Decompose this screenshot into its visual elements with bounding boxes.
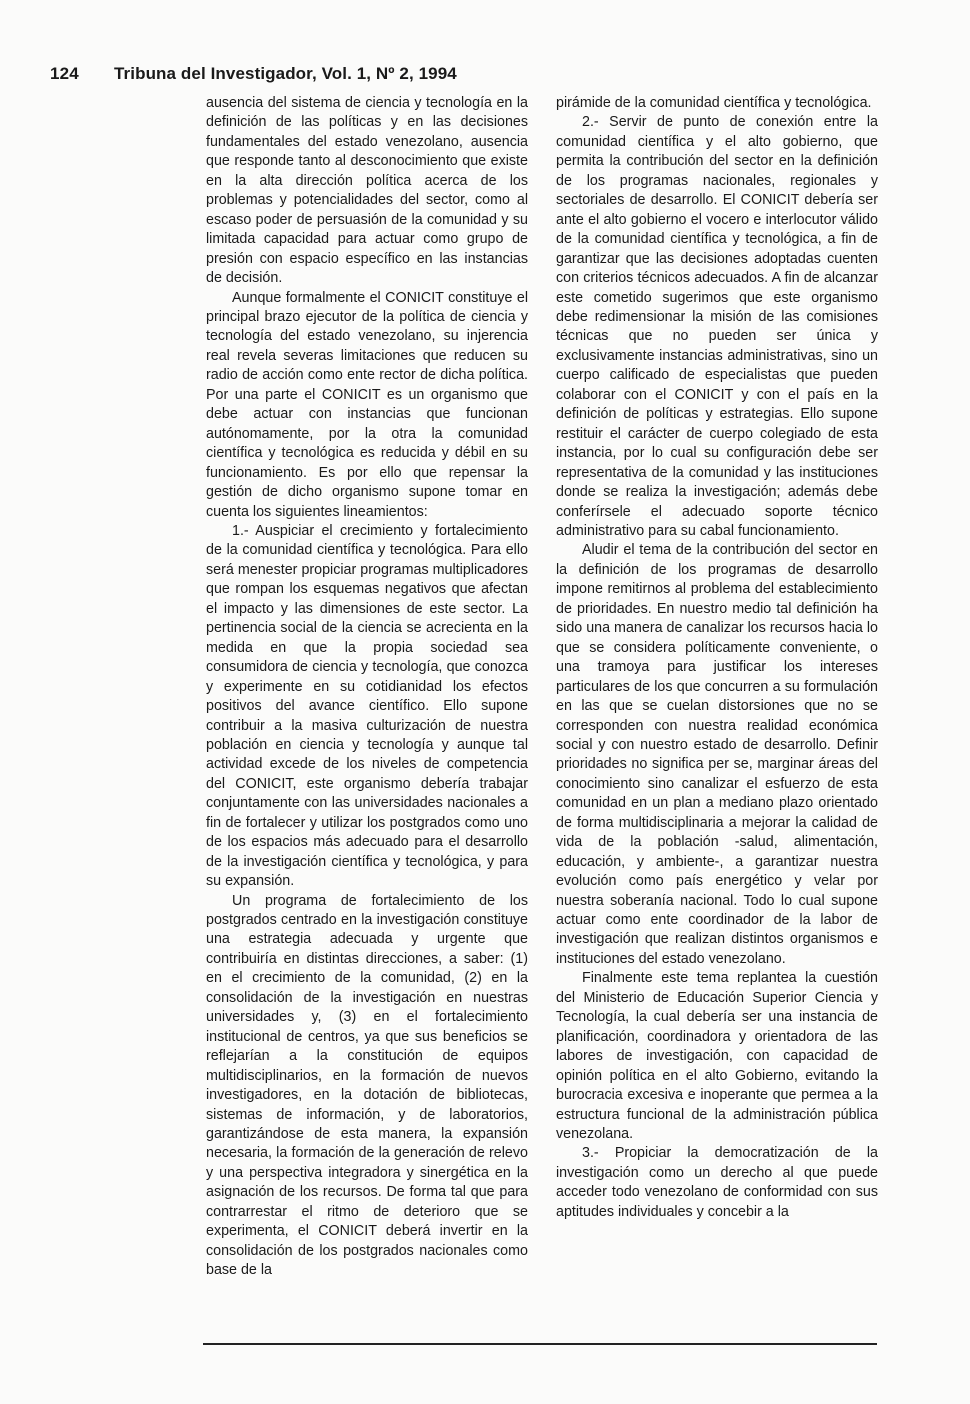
footer-rule (203, 1343, 877, 1345)
page-number: 124 (50, 64, 79, 83)
left-paragraph-1: ausencia del sistema de ciencia y tecnología en la definición de las políticas y en las decisiones fundamentales del estado venezolano, ausencia que responde tanto al desconocimiento que existe en la alta dirección política acerca de los problemas y potencialidades del sector, como al escaso poder de persuasión de la comunidad y su limitada capacidad para actuar como grupo de presión con espacio específico en las instancias de decisión. (206, 95, 528, 287)
left-paragraph-3: 1.- Auspiciar el crecimiento y fortalecimiento de la comunidad científica y tecnológica. Para ello será menester propiciar programas multiplicadores que rompan los esquemas negativos que afectan el impacto y las dimensiones de este sector. La pertinencia social de la ciencia se acrecienta en la medida en que la propia sociedad sea consumidora de ciencia y tecnología, que conozca y experimente en su cotidianidad los efectos positivos del avance científico. Ello supone contribuir a la masiva culturización de nuestra población en ciencia y tecnología y aunque tal actividad excede de los niveles de competencia del CONICIT, este organismo debería trabajar conjuntamente con las universidades nacionales a fin de fortalecer y utilizar los postgrados como uno de los espacios más adecuado para el desarrollo de la investigación científica y tecnológica, y para su expansión. (206, 522, 528, 890)
left-column (206, 94, 528, 1281)
right-paragraph-4: Finalmente este tema replantea la cuestión del Ministerio de Educación Superior Ciencia y Tecnología, la cual debería ser una instancia de planificación, coordinadora y orientadora de las labores de investigación, con capacidad de opinión política en el alto Gobierno, evitando la burocracia excesiva e inoperante que permea a la estructura funcional de la administración pública venezolana. (556, 970, 878, 1143)
right-paragraph-3: Aludir el tema de la contribución del sector en la definición de los programas de desarrollo impone remitirnos al problema del establecimiento de prioridades. En nuestro medio tal definición ha sido una manera de canalizar los recursos hacia lo que se considera políticamente conveniente, o una tramoya para justificar los intereses particulares de los que concurren a su formulación en las que se cuelan distorsiones que no se corresponden con nuestra realidad económica social y con nuestro estado de desarrollo. Definir prioridades no significa per se, marginar áreas del conocimiento sino canalizar el esfuerzo de esta comunidad en un plan a mediano plazo orientado de forma multidisciplinaria a mejorar la calidad de vida de la población -salud, alimentación, educación, y ambiente-, a garantizar nuestra evolución como país energético y velar por nuestra soberanía nacional. Todo lo cual supone actuar como ente coordinador de la labor de investigación que realizan distintos organismos e instituciones del estado venezolano. (556, 542, 878, 967)
left-paragraph-2: Aunque formalmente el CONICIT constituye el principal brazo ejecutor de la política de ciencia y tecnología del estado venezolano, su injerencia real revela severas limitaciones que reducen su radio de acción como ente rector de dicha política. Por una parte el CONICIT es un organismo que debe actuar con instancias que funcionan autónomamente, por la otra la comunidad científica y tecnológica es reducida y débil en su funcionamiento. Es por ello que repensar la gestión de dicho organismo supone tomar en cuenta los siguientes lineamientos: (206, 289, 528, 520)
running-title: Tribuna del Investigador, Vol. 1, Nº 2, 1994 (114, 64, 457, 83)
right-column (556, 94, 878, 1222)
right-paragraph-2: 2.- Servir de punto de conexión entre la comunidad científica y el alto gobierno, que permita la contribución del sector en la definición de los programas nacionales, regionales y sectoriales de desarrollo. El CONICIT debería ser ante el alto gobierno el vocero e interlocutor válido de la comunidad científica y tecnológica, a fin de garantizar que las decisiones adoptadas cuenten con criterios técnicos adecuados. A fin de alcanzar este cometido sugerimos que este organismo debe redimensionar la misión de las comisiones técnicas que no pueden ser única y exclusivamente instancias administrativas, sino un cuerpo calificado de especialistas que pueden colaborar con el CONICIT y con el país en la definición de políticas y estrategias. Ello supone restituir el carácter de cuerpo colegiado de esta instancia, por lo cual su configuración debe ser representativa de la comunidad y las instituciones donde se realiza la investigación; además debe conferírsele el adecuado soporte técnico administrativo para su cabal funcionamiento. (556, 114, 878, 539)
right-paragraph-1: pirámide de la comunidad científica y tecnológica. (556, 95, 872, 111)
left-paragraph-4: Un programa de fortalecimiento de los postgrados centrado en la investigación constituye una estrategia adecuada y urgente que contribuiría en distintas direcciones, a saber: (1) en el crecimiento de la comunidad, (2) en la consolidación de la investigación en nuestras universidades y, (3) en el fortalecimiento institucional de centros, ya que sus beneficios se reflejarían a la constitución de equipos multidisciplinarios, en la formación de nuevos investigadores, en la dotación de bibliotecas, sistemas de información, y de laboratorios, garantizándose de esta manera, la expansión necesaria, la formación de la generación de relevo y una perspectiva integradora y sinergética en la asignación de los recursos. De forma tal que para contrarrestar el ritmo de deterioro que se experimenta, el CONICIT deberá invertir en la consolidación de los postgrados nacionales como base de la (206, 892, 528, 1279)
right-paragraph-5: 3.- Propiciar la democratización de la investigación como un derecho al que puede acceder todo venezolano de conformidad con sus aptitudes individuales y concebir a la (556, 1145, 878, 1220)
